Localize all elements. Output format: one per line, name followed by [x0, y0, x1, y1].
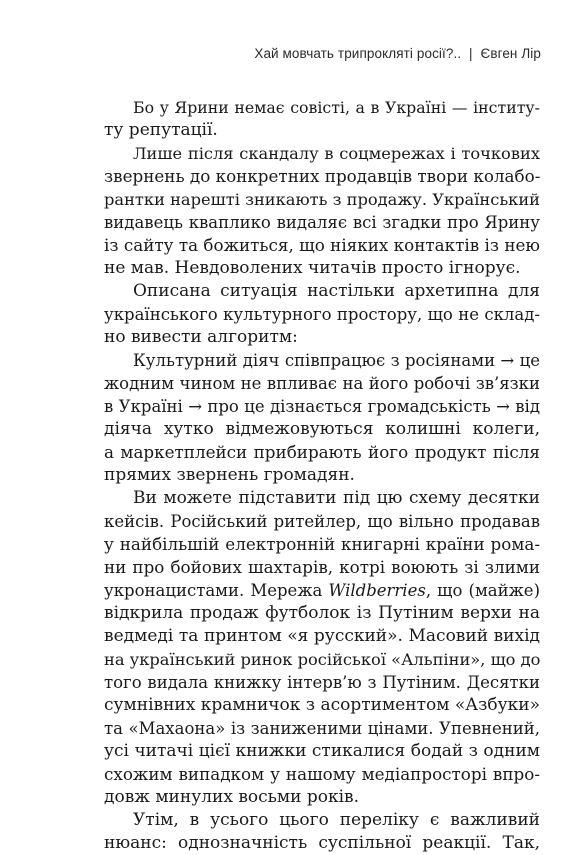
text-line: звернень до конкретних продавців твори колабо- — [104, 166, 541, 186]
text-line: схожим випадком у нашому медіапросторі впро- — [104, 764, 540, 784]
text-line: жодним чином не впливає на його робочі зв’язки — [104, 374, 540, 393]
text-line: ни про бойових шахтарів, котрі воюють зі злими — [104, 557, 540, 577]
running-header — [40, 46, 541, 61]
text-segment: укронацистами. Мережа — [104, 581, 329, 600]
header-separator: | — [469, 46, 473, 61]
text-line: Ви можете підставити під цю схему десятки — [133, 488, 540, 508]
text-line: Культурний діяч співпрацює з росіянами → це — [133, 351, 540, 370]
text-line: Лише після скандалу в соцмережах і точкових — [133, 144, 540, 163]
text-line: довж минулих восьми років. — [104, 787, 360, 807]
text-line: на український ринок російської «Альпіни», що до — [104, 650, 541, 669]
book-title: Хай мовчать трипрокляті росії?.. — [254, 46, 462, 61]
text-line: не мав. Невдоволених читачів просто ігнорує. — [104, 258, 521, 278]
text-line: ту репутації. — [104, 120, 218, 140]
text-line: Описана ситуація настільки архетипна для — [133, 281, 540, 301]
text-line: сумнівних крамничок з асортиментом «Азбуки» — [104, 695, 540, 715]
author-name: Євген Лір — [480, 46, 541, 61]
text-line: діяча хутко відмежовуються колишні колеги, — [104, 419, 540, 439]
text-line: видавець кваплико видаляє всі згадки про Ярину — [104, 213, 540, 232]
body-text — [104, 96, 540, 855]
text-line: ведмеді та принтом «я русский». Масовий вихід — [104, 626, 540, 646]
text-line: українського культурного простору, що не склад- — [104, 305, 540, 324]
text-line: прямих звернень громадян. — [104, 465, 355, 485]
italic-term: Wildberries — [328, 581, 426, 600]
text-line: Утім, в усього цього переліку є важливий — [133, 810, 540, 830]
text-line: в Україні → про це дізнається громадськість → від — [104, 397, 540, 416]
text-line: у найбільшій електронній книгарні країни рома- — [104, 534, 540, 554]
text-line: відкрила продаж футболок із Путіним верхи на — [104, 603, 540, 623]
text-line: та «Махаона» із заниженими цінами. Упевнений, — [104, 719, 540, 738]
text-line: усі читачі цієї книжки стикалися бодай з одним — [104, 741, 540, 761]
text-line: нюанс: однозначність суспільної реакції. Так, — [104, 833, 540, 853]
text-line: із сайту та божиться, що ніяких контактів із нею — [104, 235, 540, 255]
text-line: того видала книжку інтерв’ю з Путіним. Десятки — [104, 673, 540, 692]
text-line: а маркетплейси прибирають його продукт після — [104, 442, 540, 462]
text-segment: , що (майже) — [425, 581, 541, 600]
text-line: кейсів. Російський ритейлер, що вільно продавав — [104, 512, 540, 531]
text-line: рантки нарешті зникають з продажу. Український — [104, 190, 540, 209]
text-line — [104, 579, 540, 602]
text-line: Бо у Ярини немає совісті, а в Україні — інститу- — [133, 98, 540, 117]
text-line: но вивести алгоритм: — [104, 327, 298, 347]
